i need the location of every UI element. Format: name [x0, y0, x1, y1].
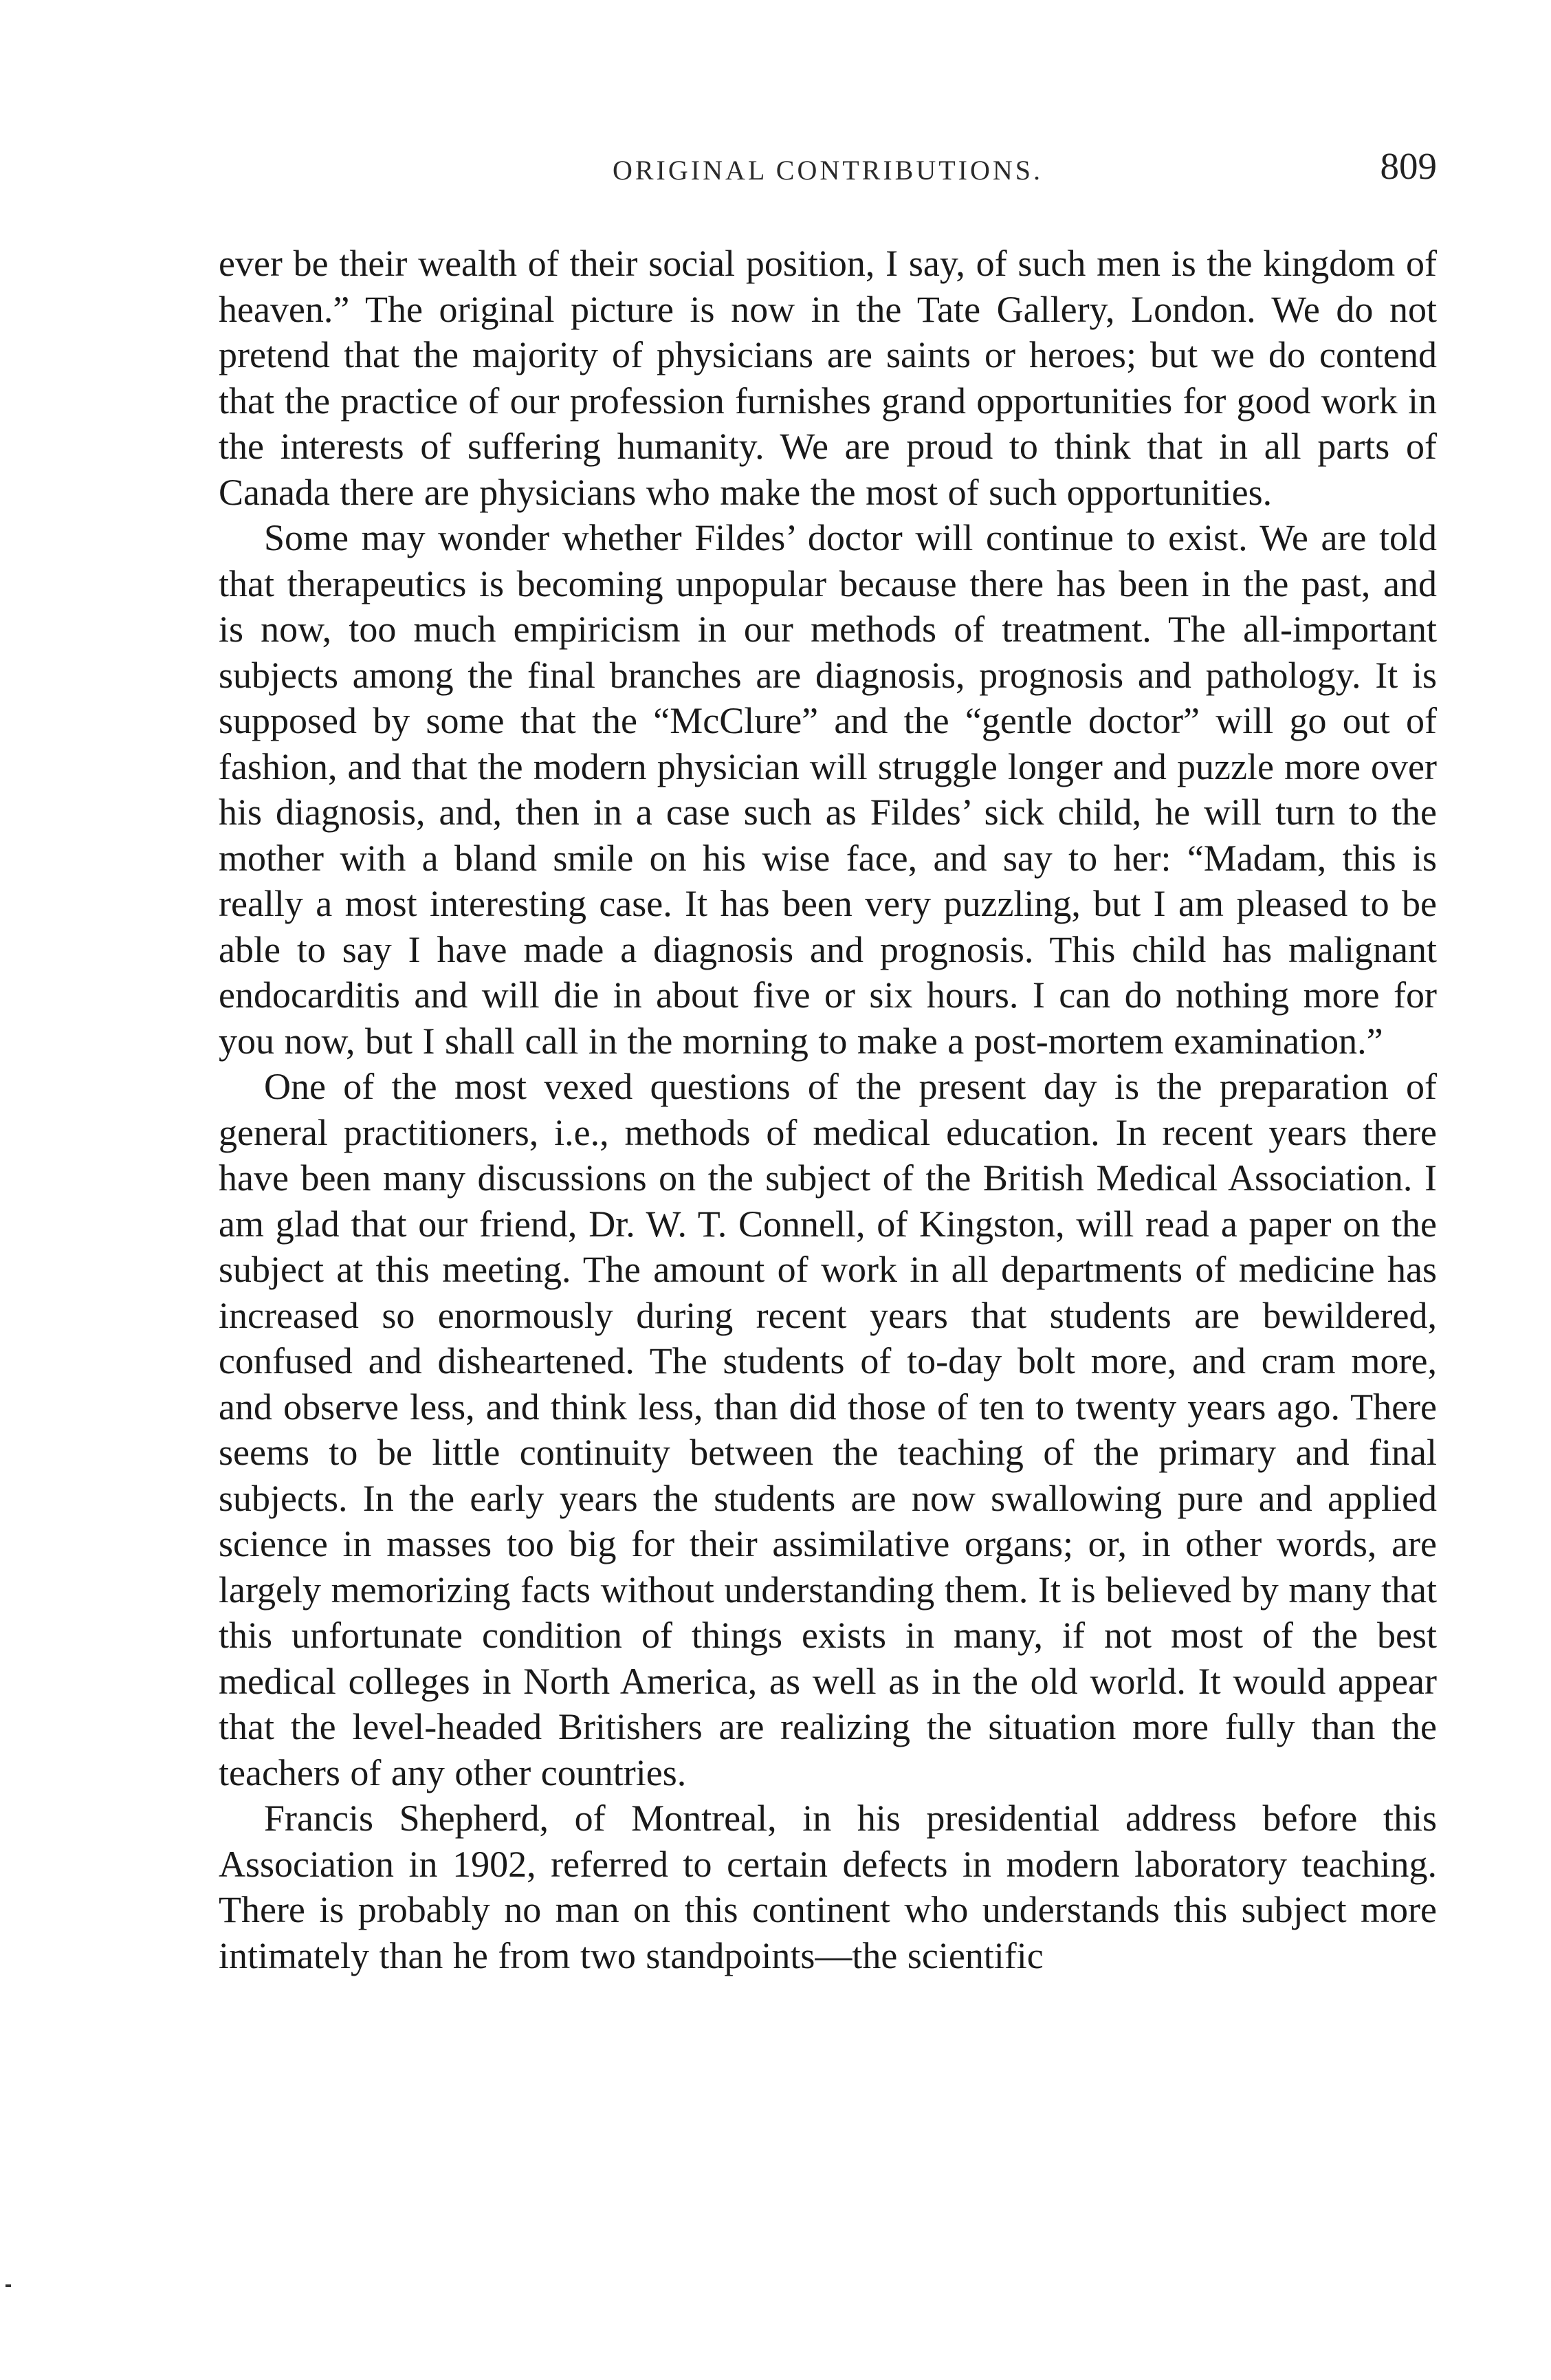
running-head [219, 144, 1437, 199]
scan-edge-mark [6, 2284, 11, 2287]
paragraph-francis-shepherd: Francis Shepherd, of Montreal, in his presidential address before this Association in 1902, referred to certain defects in modern laboratory teaching. There is probably no man on this continent who understands this subject more intimately than he from two standpoints—the scientific [219, 1798, 1437, 1976]
body-text [219, 241, 1437, 1978]
paragraph-continuation: ever be their wealth of their social position, I say, of such men is the kingdom of heaven.” The original picture is now in the Tate Gallery, London. We do not pretend that the majority of physicians are saints or heroes; but we do contend that the practice of our profession furnishes grand opportunities for good work in the interests of suffering humanity. We are proud to think that in all parts of Canada there are physicians who make the most of such opportunities. [219, 243, 1437, 513]
page-number: 809 [1380, 145, 1437, 187]
paragraph-medical-education: One of the most vexed questions of the present day is the preparation of general practitioners, i.e., methods of medical education. In recent years there have been many discussions on the subject of the British Medical Association. I am glad that our friend, Dr. W. T. Connell, of Kingston, will read a paper on the subject at this meeting. The amount of work in all departments of medicine has increased so enormously during recent years that students are bewildered, confused and disheartened. The students of to-day bolt more, and cram more, and observe less, and think less, than did those of ten to twenty years ago. There seems to be little continuity between the teaching of the primary and final subjects. In the early years the students are now swallowing pure and applied science in masses too big for their assimilative organs; or, in other words, are largely memorizing facts without understanding them. It is believed by many that this unfortunate condition of things exists in many, if not most of the best medical colleges in North America, as well as in the old world. It would appear that the level-headed Britishers are realizing the situation more fully than the teachers of any other countries. [219, 1066, 1437, 1793]
paragraph-fildes-doctor: Some may wonder whether Fildes’ doctor will continue to exist. We are told that therapeutics is becoming unpopular because there has been in the past, and is now, too much empiricism in our methods of treatment. The all-important subjects among the final branches are diagnosis, prognosis and pathology. It is supposed by some that the “McClure” and the “gentle doctor” will go out of fashion, and that the modern physician will struggle longer and puzzle more over his diagnosis, and, then in a case such as Fildes’ sick child, he will turn to the mother with a bland smile on his wise face, and say to her: “Madam, this is really a most interesting case. It has been very puzzling, but I am pleased to be able to say I have made a diagnosis and prognosis. This child has malignant endocarditis and will die in about five or six hours. I can do nothing more for you now, but I shall call in the morning to make a post-mortem examination.” [219, 517, 1437, 1062]
running-title: ORIGINAL CONTRIBUTIONS. [612, 155, 1044, 186]
